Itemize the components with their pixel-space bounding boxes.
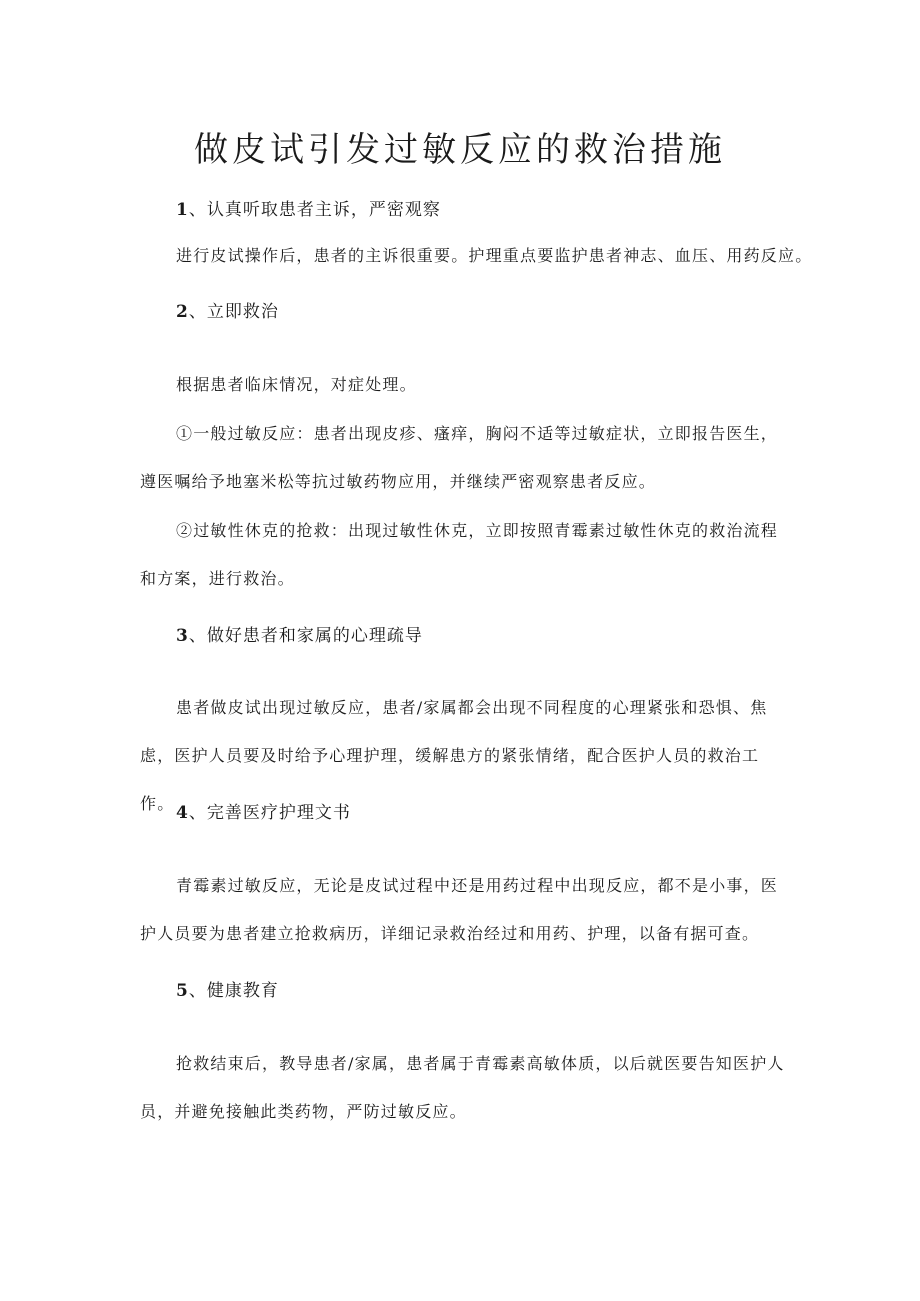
section-2-paragraph-1: 根据患者临床情况，对症处理。	[176, 375, 417, 394]
section-number: 1	[176, 200, 189, 220]
section-heading-text: 立即救治	[206, 302, 279, 322]
document-title: 做皮试引发过敏反应的救治措施	[194, 130, 726, 170]
section-heading-text: 认真听取患者主诉，严密观察	[206, 200, 441, 220]
section-separator: 、	[188, 302, 207, 322]
section-heading-5	[176, 980, 279, 1002]
section-2-paragraph-2: ①一般过敏反应：患者出现皮疹、瘙痒，胸闷不适等过敏症状，立即报告医生，遵医嘱给予地塞米松等抗过敏药物应用，并继续严密观察患者反应。	[140, 424, 779, 491]
section-heading-2	[176, 301, 279, 323]
section-heading-text: 健康教育	[206, 981, 279, 1001]
section-1-paragraph-1: 进行皮试操作后，患者的主诉很重要。护理重点要监护患者神志、血压、用药反应。	[176, 246, 813, 265]
section-4-paragraph-1: 青霉素过敏反应，无论是皮试过程中还是用药过程中出现反应，都不是小事，医护人员要为患者建立抢救病历，详细记录救治经过和用药、护理，以备有据可查。	[140, 876, 779, 943]
section-heading-3	[176, 625, 423, 647]
section-separator: 、	[188, 626, 207, 646]
section-heading-text: 做好患者和家属的心理疏导	[206, 626, 423, 646]
section-heading-text: 完善医疗护理文书	[206, 803, 351, 823]
section-3-paragraph-1: 患者做皮试出现过敏反应，患者/家属都会出现不同程度的心理紧张和恐惧、焦虑，医护人员要及时给予心理护理，缓解患方的紧张情绪，配合医护人员的救治工作。	[140, 698, 768, 813]
section-separator: 、	[188, 200, 207, 220]
section-2-paragraph-3: ②过敏性休克的抢救：出现过敏性休克，立即按照青霉素过敏性休克的救治流程和方案，进行救治。	[140, 521, 779, 588]
section-separator: 、	[188, 981, 207, 1001]
section-heading-4	[176, 802, 351, 824]
section-heading-1	[176, 199, 441, 221]
section-number: 4	[176, 803, 189, 823]
section-number: 5	[176, 981, 189, 1001]
section-number: 3	[176, 626, 189, 646]
section-separator: 、	[188, 803, 207, 823]
section-number: 2	[176, 302, 189, 322]
section-5-paragraph-1: 抢救结束后，教导患者/家属，患者属于青霉素高敏体质，以后就医要告知医护人员，并避免接触此类药物，严防过敏反应。	[140, 1054, 785, 1121]
